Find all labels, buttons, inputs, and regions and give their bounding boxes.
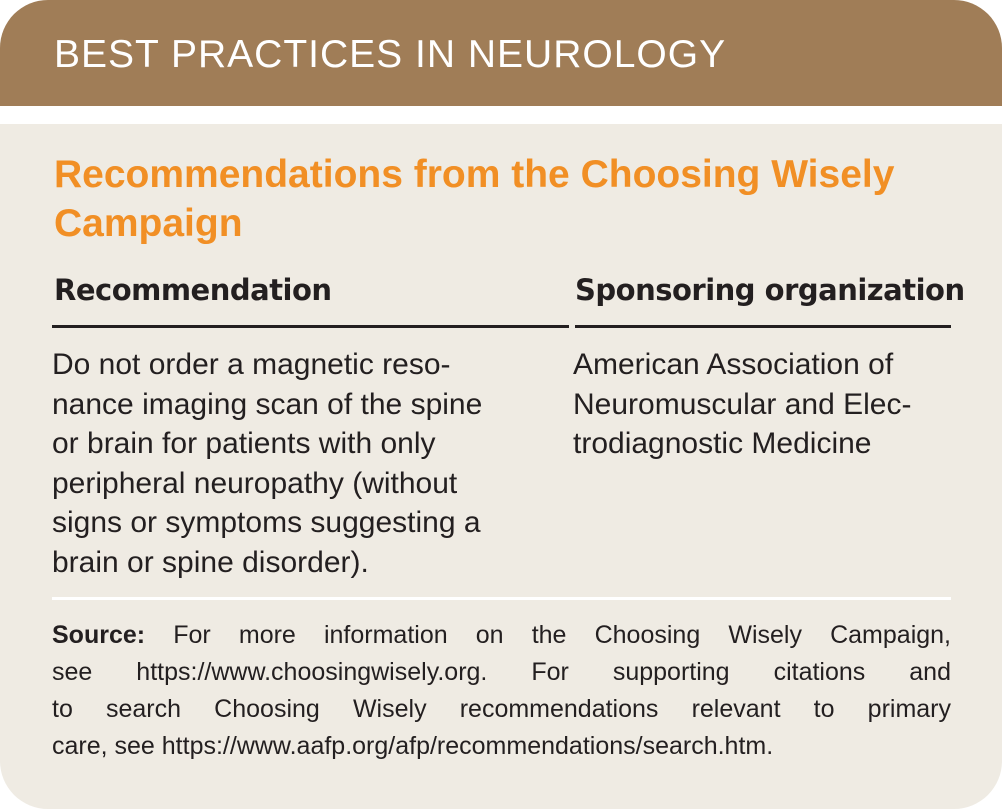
source-line [52,617,951,654]
source-label: Source: [52,621,146,649]
recommendation-line: brain or spine disorder). [52,545,369,579]
recommendation-line: peripheral neuropathy (without [52,466,458,500]
organization-line: American Association of [573,348,894,381]
table-cell-recommendation [52,345,552,582]
organization-line: Neuromuscular and Elec- [573,387,912,421]
organization-line: trodiagnostic Medicine [573,427,872,460]
source-line: see https://www.choosingwisely.org. For supporting citations and [52,658,951,686]
source-note [52,617,951,765]
source-text: For more information on the Choosing Wisely Campaign, [145,621,951,649]
header-rule-organization [575,325,951,328]
recommendation-line: signs or symptoms suggesting a [52,506,481,539]
header-rule-recommendation [52,325,569,328]
source-line: care, see https://www.aafp.org/afp/recommendations/search.htm. [52,732,774,760]
table-cell-organization [573,345,953,464]
banner-title: BEST PRACTICES IN NEUROLOGY [54,33,727,76]
column-header-sponsoring-organization: Sponsoring organization [575,273,965,307]
recommendation-line: or brain for patients with only [52,427,436,460]
recommendation-line: nance imaging scan of the spine [52,387,483,421]
source-divider [52,597,951,600]
section-heading: Recommendations from the Choosing Wisely Campaign [54,153,895,245]
column-header-recommendation: Recommendation [54,273,332,307]
source-line: to search Choosing Wisely recommendations relevant to primary [52,695,951,723]
banner [0,0,1002,106]
recommendation-line: Do not order a magnetic reso- [52,348,451,381]
banner-divider [0,106,1002,124]
